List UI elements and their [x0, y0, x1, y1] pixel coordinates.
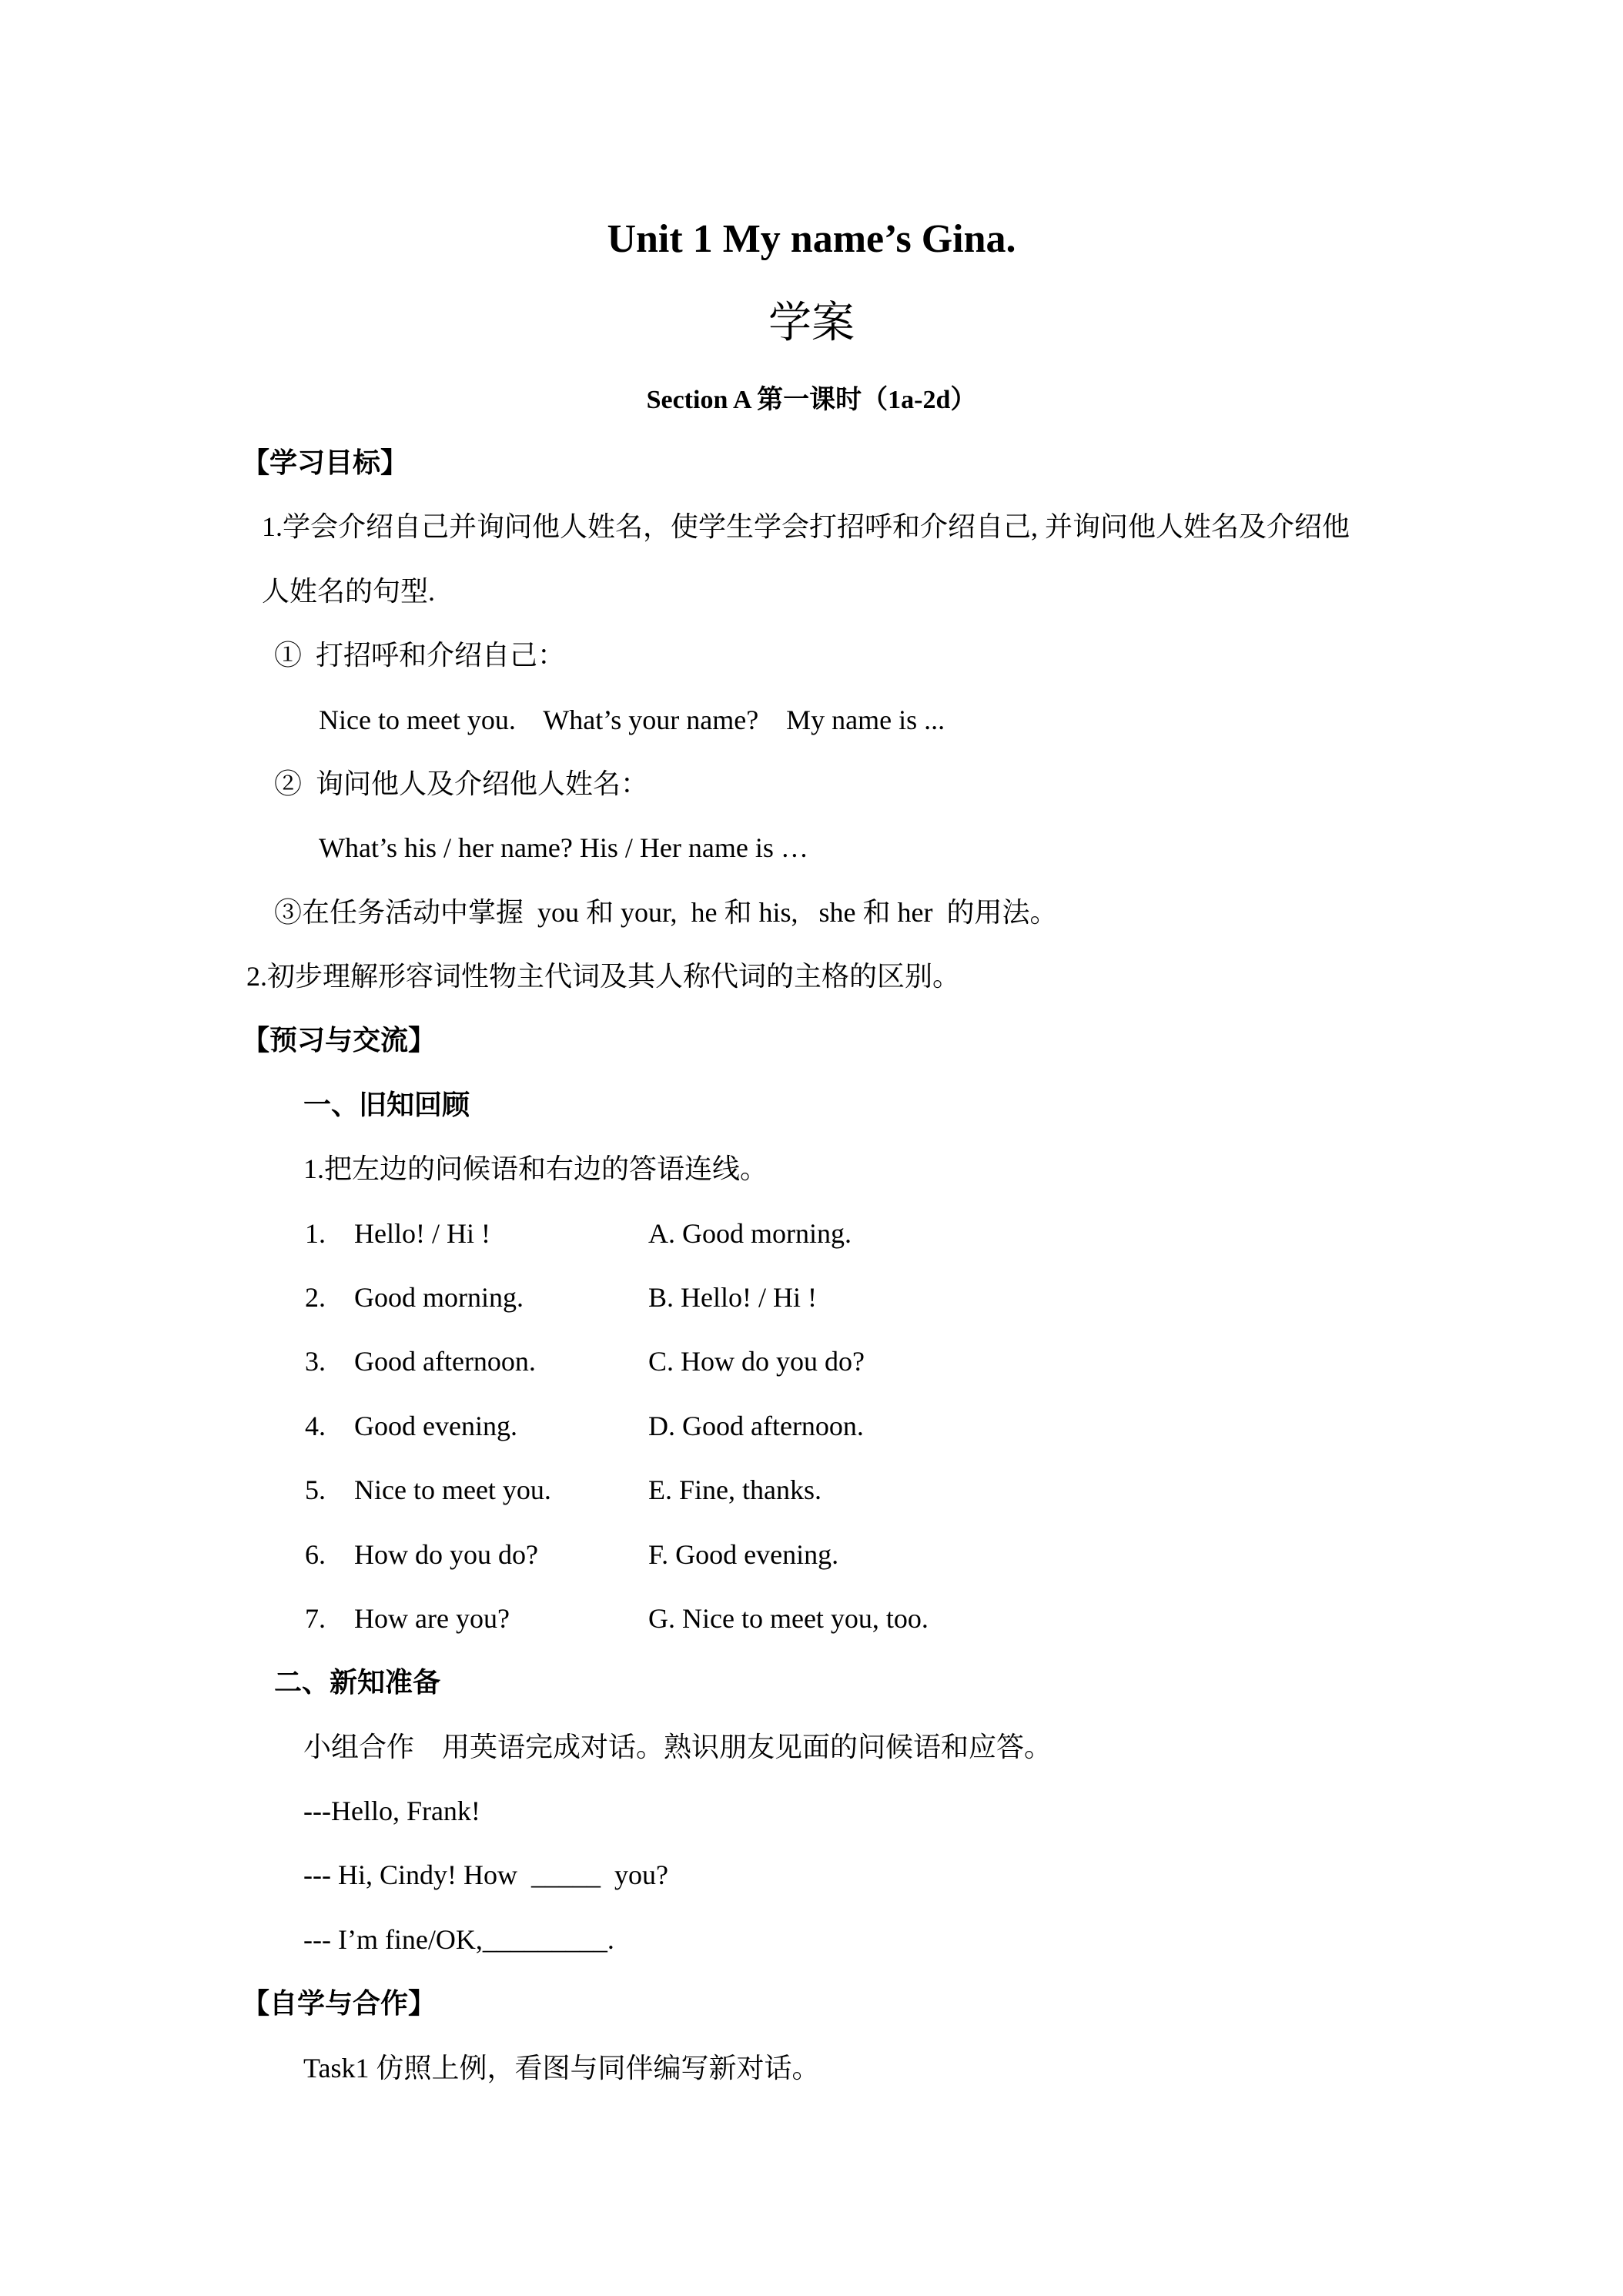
objective-sub-1-example: Nice to meet you. What’s your name? My name is ... — [319, 705, 945, 735]
section-label: Section A 第一课时（1a-2d） — [646, 386, 977, 414]
matching-greeting: Nice to meet you. — [354, 1474, 551, 1505]
dialog-line-1: ---Hello, Frank! — [303, 1796, 480, 1826]
matching-response: C. How do you do? — [648, 1346, 865, 1377]
matching-greeting: Good morning. — [354, 1282, 524, 1313]
objective-item-2: 2.初步理解形容词性物主代词及其人称代词的主格的区别。 — [246, 961, 961, 992]
page-title: Unit 1 My name’s Gina. — [607, 217, 1016, 261]
dialog-instruction: 小组合作 用英语完成对话。熟识朋友见面的问候语和应答。 — [303, 1732, 1052, 1762]
dialog-line-3: --- I’m fine/OK,_________. — [303, 1924, 614, 1955]
matching-number: 3. — [305, 1346, 326, 1377]
matching-response: E. Fine, thanks. — [648, 1474, 822, 1505]
matching-number: 6. — [305, 1539, 326, 1570]
objectives-heading: 【学习目标】 — [242, 447, 409, 478]
matching-greeting: Good afternoon. — [354, 1346, 536, 1377]
objective-sub-2-example: What’s his / her name? His / Her name is … — [319, 832, 808, 863]
matching-response: B. Hello! / Hi ! — [648, 1282, 817, 1313]
review-heading: 一、旧知回顾 — [303, 1089, 470, 1120]
matching-number: 1. — [305, 1218, 326, 1249]
new-knowledge-heading: 二、新知准备 — [274, 1667, 441, 1698]
matching-instruction: 1.把左边的问候语和右边的答语连线。 — [303, 1153, 768, 1184]
matching-response: A. Good morning. — [648, 1218, 852, 1249]
matching-response: D. Good afternoon. — [648, 1411, 864, 1441]
dialog-line-2: --- Hi, Cindy! How _____ you? — [303, 1859, 668, 1890]
matching-greeting: Good evening. — [354, 1411, 517, 1441]
self-study-heading: 【自学与合作】 — [242, 1988, 437, 2019]
matching-greeting: Hello! / Hi ! — [354, 1218, 490, 1249]
matching-response: G. Nice to meet you, too. — [648, 1603, 929, 1634]
matching-response: F. Good evening. — [648, 1539, 839, 1570]
matching-number: 7. — [305, 1603, 326, 1634]
objective-item-1-line-2: 人姓名的句型. — [262, 576, 436, 607]
objective-sub-1: ① 打招呼和介绍自己： — [274, 640, 566, 671]
page-subtitle: 学案 — [768, 298, 855, 348]
matching-number: 4. — [305, 1411, 326, 1441]
matching-greeting: How are you? — [354, 1603, 510, 1634]
preview-heading: 【预习与交流】 — [242, 1025, 437, 1056]
objective-sub-3: ③在任务活动中掌握 you 和 your, he 和 his, she 和 her 的用法。 — [274, 897, 1058, 928]
matching-number: 2. — [305, 1282, 326, 1313]
objective-item-1-line-1: 1.学会介绍自己并询问他人姓名，使学生学会打招呼和介绍自己, 并询问他人姓名及介绍他 — [262, 511, 1350, 542]
objective-sub-2: ② 询问他人及介绍他人姓名： — [274, 768, 649, 799]
matching-number: 5. — [305, 1474, 326, 1505]
task1-instruction: Task1 仿照上例，看图与同伴编写新对话。 — [303, 2053, 820, 2083]
matching-greeting: How do you do? — [354, 1539, 538, 1570]
